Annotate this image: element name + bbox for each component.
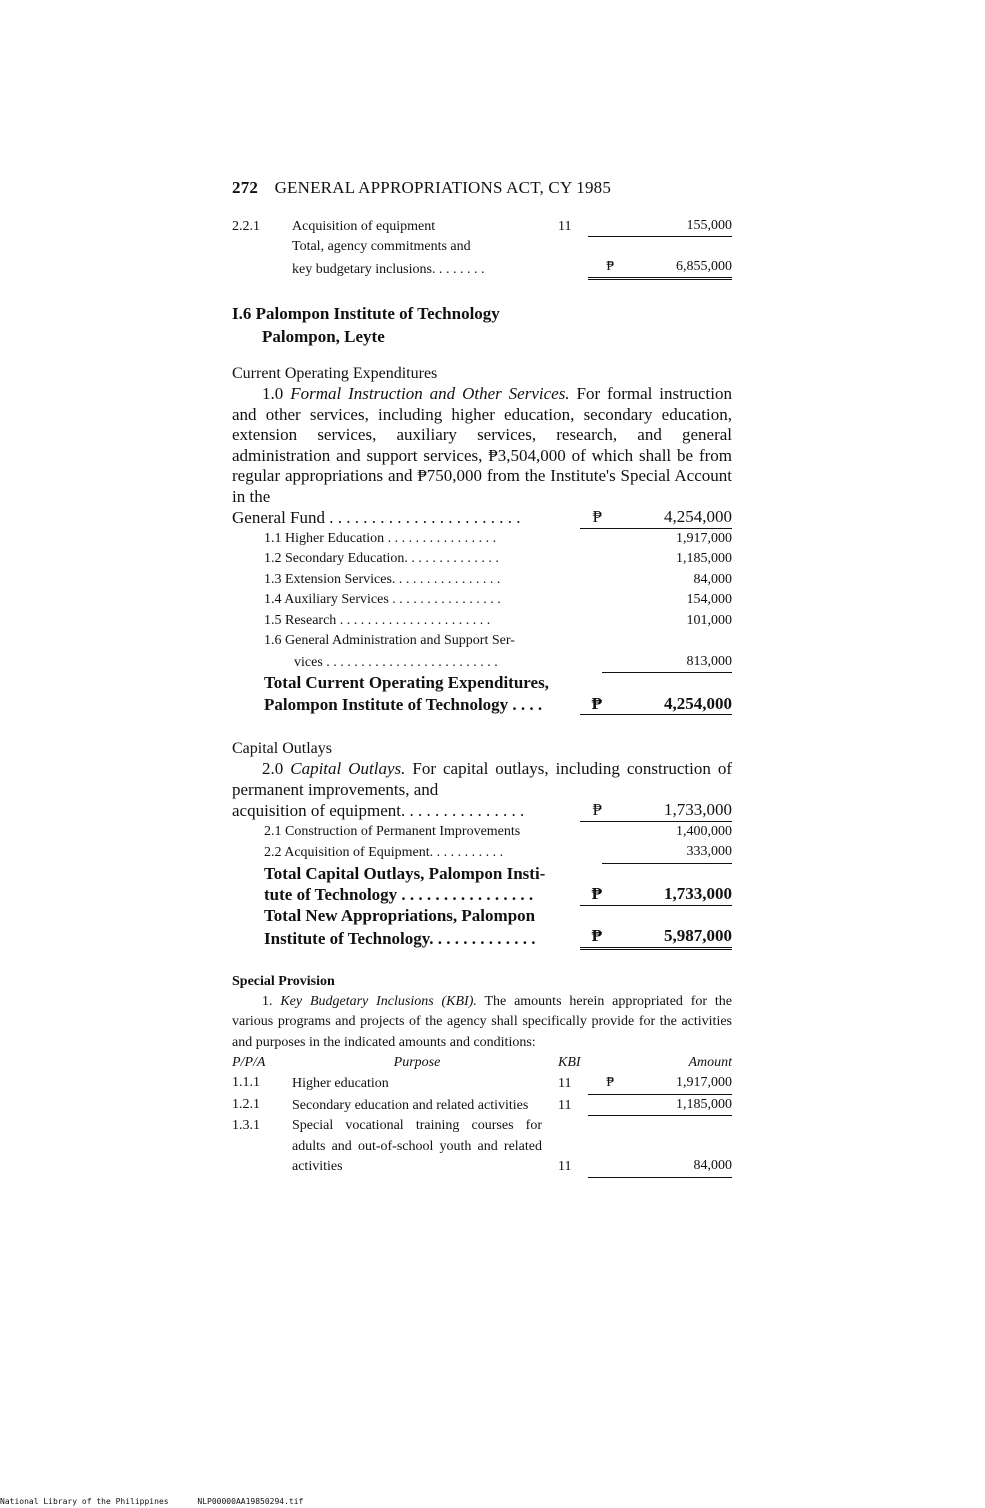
grand-total-label: Institute of Technology. . . . . . . . . . . . . [264, 929, 536, 948]
sub-item-row [232, 842, 732, 864]
total-row [232, 864, 732, 885]
footer-file: NLP00000AA19850294.tif [197, 1497, 304, 1506]
grand-total-row [232, 906, 732, 927]
header-purpose: Purpose [393, 1055, 441, 1070]
total-label: tute of Technology . . . . . . . . . . . . . . . . [264, 885, 534, 904]
kbi-table-header [232, 1053, 732, 1073]
row-code: 1.3.1 [232, 1118, 260, 1133]
prev-total-label-2: key budgetary inclusions. . . . . . . . [292, 262, 485, 277]
total-currency: ₱ [580, 884, 602, 906]
page-number: 272 [232, 178, 259, 197]
total-row [232, 884, 732, 906]
sub-item-amount: 813,000 [602, 652, 732, 674]
sub-item-label: 1.1 Higher Education . . . . . . . . . . . . . . . . [264, 530, 497, 546]
sub-item-label: 1.6 General Administration and Support Ser- [264, 633, 515, 648]
sub-item-row [232, 652, 732, 674]
sub-item-row [232, 570, 732, 591]
prev-total-row-2 [232, 257, 732, 280]
row-kbi: 11 [558, 1159, 572, 1174]
main-amount: 1,733,000 [602, 800, 732, 822]
total-label: Total Current Operating Expenditures, [264, 673, 549, 692]
row-code: 1.1.1 [232, 1075, 260, 1090]
current-operating-paragraph [232, 384, 732, 507]
sub-item-row [232, 822, 732, 843]
item-kbi: 11 [558, 219, 572, 234]
total-row [232, 673, 732, 694]
sub-item-amount: 1,185,000 [676, 551, 732, 566]
prev-total-currency: ₱ [588, 257, 614, 280]
header-amount: Amount [688, 1055, 732, 1070]
agency-location: Palompon, Leyte [262, 327, 385, 346]
header-kbi: KBI [558, 1055, 581, 1070]
prev-item-row [232, 216, 732, 237]
sub-item-amount: 84,000 [693, 571, 732, 587]
row-amount: 1,185,000 [614, 1095, 732, 1117]
row-code: 1.2.1 [232, 1096, 260, 1112]
current-operating-main-row [232, 507, 732, 529]
grand-total-label: Total New Appropriations, Palompon [264, 905, 536, 925]
footer-library: National Library of the Philippines [0, 1497, 169, 1506]
page-header [232, 178, 732, 198]
total-label: Total Capital Outlays, Palompon Insti- [264, 863, 546, 883]
sub-item-row [232, 590, 732, 611]
row-amount: 1,917,000 [614, 1073, 732, 1095]
sub-item-label: vices . . . . . . . . . . . . . . . . . . . . . . . . . [294, 654, 498, 670]
prev-total-row-1 [232, 237, 732, 257]
main-label: acquisition of equipment. . . . . . . . . . . . . . . [232, 801, 525, 820]
sub-item-label: 1.2 Secondary Education. . . . . . . . . . . . . . [264, 551, 499, 566]
row-kbi: 11 [558, 1076, 572, 1091]
main-label: General Fund . . . . . . . . . . . . . . . . . . . . . . . [232, 508, 521, 527]
header-ppa: P/P/A [232, 1055, 266, 1070]
row-currency [588, 1097, 614, 1116]
kbi-table-row [232, 1095, 732, 1117]
para-title: Formal Instruction and Other Services. [290, 384, 570, 403]
special-provision-heading: Special Provision [232, 973, 335, 989]
sub-item-amount: 101,000 [686, 612, 732, 628]
row-purpose: Secondary education and related activities [292, 1097, 529, 1113]
para-title: Key Budgetary Inclusions (KBI). [280, 993, 477, 1009]
grand-total-row [232, 926, 732, 950]
para-text: For capital outlays, including construction of permanent improvements, and [232, 759, 733, 799]
prev-total-label-1: Total, agency commitments and [292, 239, 471, 254]
item-currency [588, 218, 614, 237]
sub-item-amount: 1,917,000 [676, 530, 732, 546]
scan-footer [0, 1497, 303, 1506]
total-amount: 1,733,000 [602, 884, 732, 906]
agency-title: I.6 Palompon Institute of Technology [232, 304, 500, 323]
capital-outlays-heading: Capital Outlays [232, 740, 332, 757]
para-title: Capital Outlays. [290, 759, 406, 778]
row-amount: 84,000 [614, 1156, 732, 1178]
capital-outlays-main-row [232, 800, 732, 822]
item-purpose: Acquisition of equipment [292, 219, 436, 234]
prev-total-amount: 6,855,000 [614, 257, 732, 280]
row-purpose: Special vocational training courses for adults and out-of-school youth and related activities [292, 1118, 542, 1174]
current-operating-heading: Current Operating Expenditures [232, 365, 438, 382]
para-number: 2.0 [262, 759, 284, 778]
capital-outlays-paragraph [232, 759, 732, 800]
main-currency: ₱ [580, 507, 602, 529]
para-number: 1. [262, 993, 273, 1009]
sub-item-row [232, 549, 732, 570]
main-currency: ₱ [580, 800, 602, 822]
row-kbi: 11 [558, 1097, 572, 1113]
total-amount: 4,254,000 [602, 694, 732, 716]
grand-total-currency: ₱ [580, 926, 602, 950]
sub-item-label: 1.5 Research . . . . . . . . . . . . . . . . . . . . . . [264, 612, 491, 628]
row-currency [588, 1159, 614, 1178]
kbi-table-row [232, 1073, 732, 1095]
sub-item-label: 1.3 Extension Services. . . . . . . . . . . . . . . . [264, 571, 501, 587]
para-number: 1.0 [262, 384, 284, 403]
sub-item-amount: 154,000 [686, 592, 732, 607]
row-currency: ₱ [588, 1073, 614, 1095]
special-provision-paragraph [232, 992, 732, 1054]
para-text: For formal instruction and other services, including higher education, secondary education, extension services, auxiliary services, research, and general administration and support services, ₱3,504,000 of which shall be from regular appropriations and ₱750,000 from the Institute's Special Account in the [232, 384, 733, 506]
page-title: GENERAL APPROPRIATIONS ACT, CY 1985 [274, 178, 612, 197]
total-currency: ₱ [580, 694, 602, 716]
document-page [232, 178, 732, 1178]
sub-item-label: 2.1 Construction of Permanent Improvements [264, 823, 521, 839]
sub-item-amount: 333,000 [602, 842, 732, 864]
total-label: Palompon Institute of Technology . . . . [264, 694, 543, 714]
main-amount: 4,254,000 [602, 507, 732, 529]
para-text: The amounts herein appropriated for the various programs and projects of the agency shall specifically provide for the activities and purposes in the indicated amounts and conditions: [232, 993, 733, 1050]
sub-item-row [232, 631, 732, 652]
total-row [232, 694, 732, 716]
item-code: 2.2.1 [232, 219, 260, 234]
row-purpose: Higher education [292, 1076, 389, 1091]
sub-item-row [232, 529, 732, 550]
grand-total-amount: 5,987,000 [602, 926, 732, 950]
item-amount: 155,000 [614, 216, 732, 237]
sub-item-label: 2.2 Acquisition of Equipment. . . . . . . . . . . [264, 845, 504, 860]
sub-item-label: 1.4 Auxiliary Services . . . . . . . . . . . . . . . . [264, 592, 501, 607]
sub-item-row [232, 611, 732, 632]
kbi-table-row [232, 1116, 732, 1178]
sub-item-amount: 1,400,000 [676, 823, 732, 839]
